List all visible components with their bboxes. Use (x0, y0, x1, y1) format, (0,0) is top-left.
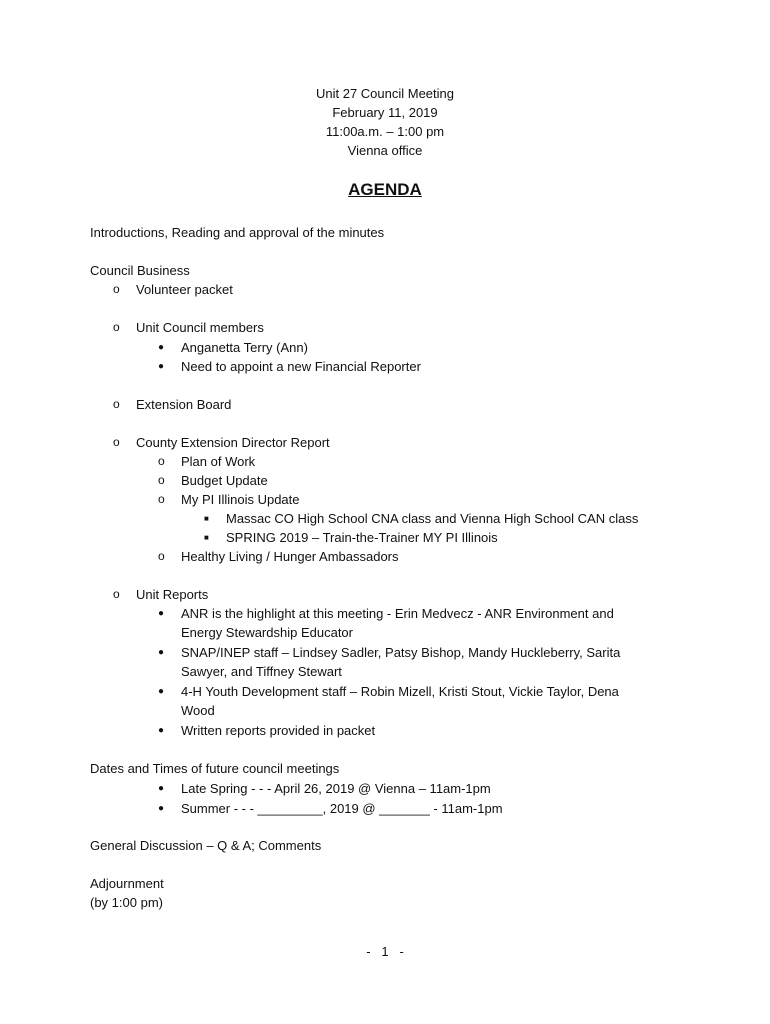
meeting-date: February 11, 2019 (332, 105, 438, 120)
meeting-time: 11:00a.m. – 1:00 pm (325, 124, 445, 139)
agenda-detail-4h-line2: Wood (181, 703, 215, 718)
square-bullet: ■ (204, 514, 209, 523)
circle-bullet: o (113, 587, 120, 601)
circle-bullet: o (113, 435, 120, 449)
agenda-detail-snap-line2: Sawyer, and Tiffney Stewart (181, 664, 342, 679)
dot-bullet: ● (158, 647, 165, 658)
dot-bullet: ● (158, 361, 165, 372)
circle-bullet: o (158, 492, 165, 506)
agenda-detail-anr-line1: ANR is the highlight at this meeting - Erin Medvecz - ANR Environment and (181, 606, 614, 621)
agenda-item-dates-times: Dates and Times of future council meetings (90, 761, 340, 776)
agenda-subitem-unit-council-members: Unit Council members (136, 320, 264, 335)
agenda-detail-4h-line1: 4-H Youth Development staff – Robin Mizell, Kristi Stout, Vickie Taylor, Dena (181, 684, 619, 699)
agenda-subitem-extension-board: Extension Board (136, 397, 232, 412)
page-number: - 1 - (366, 944, 404, 959)
circle-bullet: o (113, 320, 120, 334)
agenda-item-adjournment-time: (by 1:00 pm) (90, 895, 163, 910)
agenda-detail-summer: Summer - - - _________, 2019 @ _______ - 11am-1pm (181, 801, 503, 816)
meeting-header (0, 84, 770, 160)
agenda-detail-written-reports: Written reports provided in packet (181, 723, 376, 738)
meeting-location: Vienna office (347, 143, 423, 158)
agenda-detail-late-spring: Late Spring - - - April 26, 2019 @ Vienna – 11am-1pm (181, 781, 491, 796)
agenda-item-adjournment: Adjournment (90, 876, 164, 891)
agenda-detail-anr-line2: Energy Stewardship Educator (181, 625, 353, 640)
dot-bullet: ● (158, 686, 165, 697)
agenda-detail-plan-of-work: Plan of Work (181, 454, 256, 469)
agenda-detail-snap-line1: SNAP/INEP staff – Lindsey Sadler, Patsy Bishop, Mandy Huckleberry, Sarita (181, 645, 621, 660)
agenda-detail-cna-class: Massac CO High School CNA class and Vienna High School CAN class (226, 511, 639, 526)
agenda-item-introductions: Introductions, Reading and approval of the minutes (90, 225, 385, 240)
dot-bullet: ● (158, 608, 165, 619)
dot-bullet: ● (158, 342, 165, 353)
dot-bullet: ● (158, 725, 165, 736)
agenda-detail-member-1: Anganetta Terry (Ann) (181, 340, 308, 355)
dot-bullet: ● (158, 783, 165, 794)
agenda-detail-budget-update: Budget Update (181, 473, 268, 488)
meeting-title: Unit 27 Council Meeting (315, 86, 455, 101)
agenda-item-council-business: Council Business (90, 263, 190, 278)
agenda-detail-healthy-living: Healthy Living / Hunger Ambassadors (181, 549, 399, 564)
agenda-subitem-volunteer-packet: Volunteer packet (136, 282, 233, 297)
agenda-detail-member-2: Need to appoint a new Financial Reporter (181, 359, 421, 374)
circle-bullet: o (158, 549, 165, 563)
circle-bullet: o (158, 454, 165, 468)
circle-bullet: o (158, 473, 165, 487)
agenda-subitem-county-director-report: County Extension Director Report (136, 435, 330, 450)
dot-bullet: ● (158, 803, 165, 814)
circle-bullet: o (113, 282, 120, 296)
agenda-subitem-unit-reports: Unit Reports (136, 587, 209, 602)
agenda-detail-train-the-trainer: SPRING 2019 – Train-the-Trainer MY PI Illinois (226, 530, 498, 545)
agenda-item-general-discussion: General Discussion – Q & A; Comments (90, 838, 322, 853)
agenda-title: AGENDA (348, 180, 422, 199)
agenda-detail-my-pi-update: My PI Illinois Update (181, 492, 300, 507)
square-bullet: ■ (204, 533, 209, 542)
circle-bullet: o (113, 397, 120, 411)
